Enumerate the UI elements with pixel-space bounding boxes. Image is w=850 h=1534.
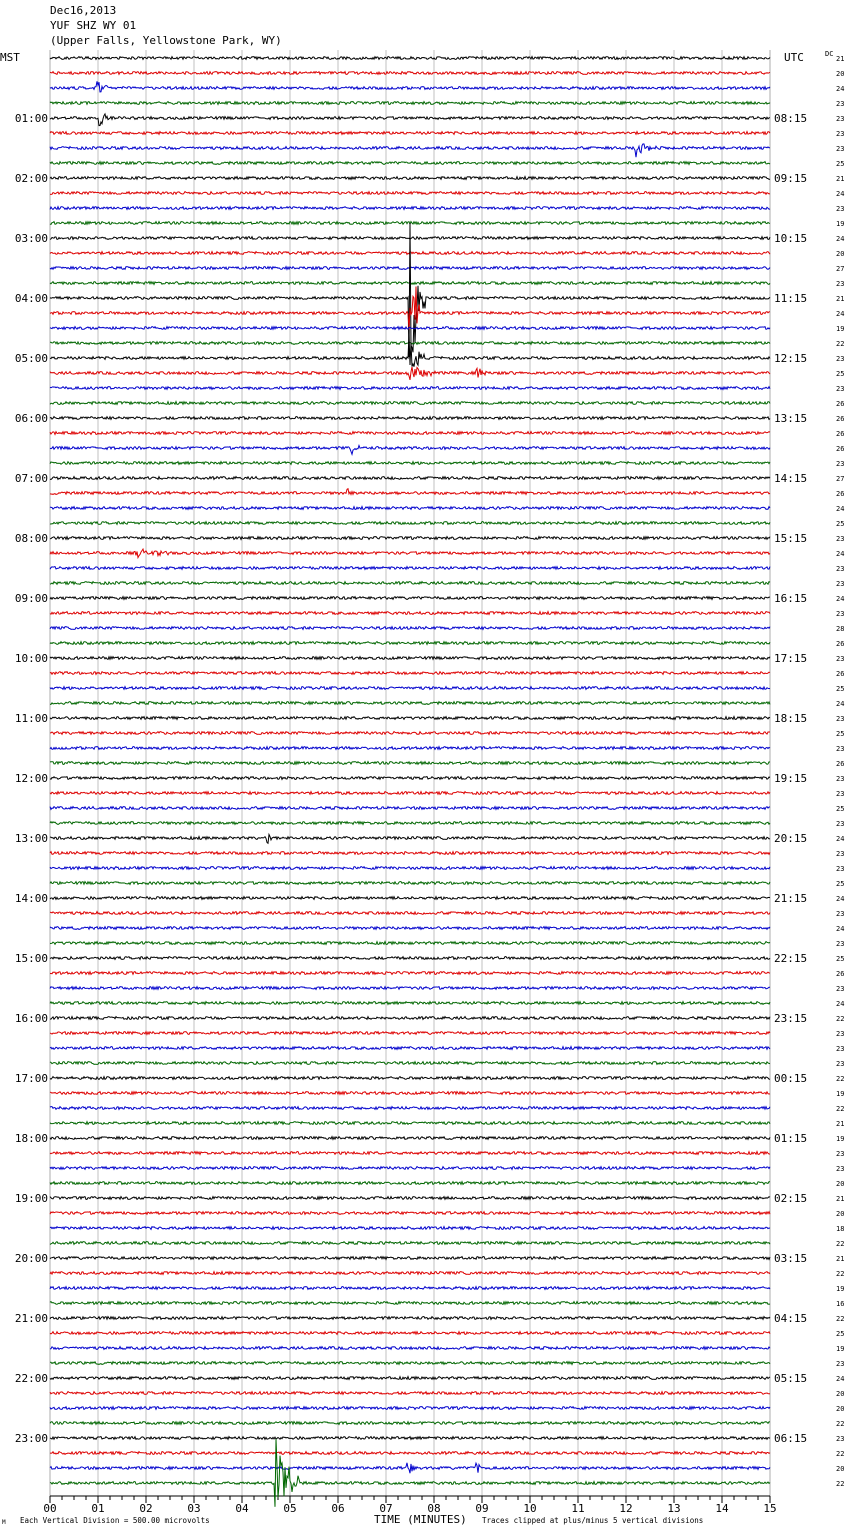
right-hour-label: 08:15 <box>774 112 808 125</box>
trace-line <box>50 387 770 390</box>
dc-offset-label: 24 <box>836 835 845 843</box>
dc-offset-label: 22 <box>836 1270 845 1278</box>
dc-offset-label: 26 <box>836 760 845 768</box>
dc-offset-label: 21 <box>836 1195 845 1203</box>
x-tick-label: 06 <box>331 1502 345 1515</box>
trace-line <box>50 1407 770 1410</box>
trace-line <box>50 627 770 630</box>
trace-line <box>50 987 770 990</box>
left-hour-label: 12:00 <box>14 772 48 785</box>
dc-offset-label: 24 <box>836 895 845 903</box>
trace-line <box>50 462 770 465</box>
dc-offset-label: 22 <box>836 1315 845 1323</box>
trace-line <box>50 522 770 525</box>
right-hour-label: 03:15 <box>774 1252 808 1265</box>
right-hour-label: 19:15 <box>774 772 808 785</box>
trace-line <box>50 717 770 720</box>
dc-offset-label: 25 <box>836 730 845 738</box>
x-tick-label: 02 <box>139 1502 153 1515</box>
x-tick-label: 10 <box>523 1502 537 1515</box>
x-tick-label: 01 <box>91 1502 105 1515</box>
dc-offset-label: 19 <box>836 220 845 228</box>
trace-line <box>50 942 770 945</box>
dc-offset-label: 26 <box>836 970 845 978</box>
dc-offset-label: 18 <box>836 1225 845 1233</box>
dc-offset-label: 23 <box>836 1435 845 1443</box>
right-hour-label: 09:15 <box>774 172 808 185</box>
dc-offset-label: 19 <box>836 1285 845 1293</box>
left-hour-label: 13:00 <box>14 832 48 845</box>
trace-line <box>50 957 770 960</box>
trace-line <box>50 1287 770 1290</box>
trace-line <box>50 1212 770 1215</box>
dc-offset-label: 22 <box>836 1420 845 1428</box>
left-hour-label: 07:00 <box>14 472 48 485</box>
trace-line <box>50 927 770 930</box>
right-hour-label: 15:15 <box>774 532 808 545</box>
trace-line <box>50 57 770 60</box>
trace-line <box>50 446 770 455</box>
trace-line <box>50 687 770 690</box>
dc-offset-label: 25 <box>836 1330 845 1338</box>
dc-offset-label: 16 <box>836 1300 845 1308</box>
trace-line <box>50 144 770 157</box>
trace-line <box>50 792 770 795</box>
right-hour-label: 14:15 <box>774 472 808 485</box>
x-tick-label: 12 <box>619 1502 633 1515</box>
dc-offset-label: 24 <box>836 1000 845 1008</box>
right-hour-label: 18:15 <box>774 712 808 725</box>
trace-line <box>50 1437 770 1440</box>
dc-offset-label: 20 <box>836 1390 845 1398</box>
trace-line <box>50 1197 770 1200</box>
left-hour-label: 23:00 <box>14 1432 48 1445</box>
right-hour-label: 12:15 <box>774 352 808 365</box>
dc-offset-label: 25 <box>836 520 845 528</box>
dc-offset-label: 23 <box>836 100 845 108</box>
trace-line <box>50 287 770 330</box>
left-hour-label: 05:00 <box>14 352 48 365</box>
trace-line <box>50 207 770 210</box>
clip-note: Traces clipped at plus/minus 5 vertical divisions <box>482 1516 704 1525</box>
trace-line <box>50 81 770 92</box>
dc-offset-label: 23 <box>836 1360 845 1368</box>
dc-offset-label: 22 <box>836 1480 845 1488</box>
trace-line <box>50 1182 770 1185</box>
right-hour-label: 16:15 <box>774 592 808 605</box>
right-timezone-label: UTC <box>784 51 804 64</box>
trace-line <box>50 177 770 180</box>
dc-offset-label: 26 <box>836 415 845 423</box>
dc-offset-label: 23 <box>836 460 845 468</box>
left-hour-label: 10:00 <box>14 652 48 665</box>
trace-line <box>50 1272 770 1275</box>
dc-offset-label: 24 <box>836 550 845 558</box>
left-hour-label: 11:00 <box>14 712 48 725</box>
dc-offset-label: 26 <box>836 670 845 678</box>
trace-line <box>50 1317 770 1320</box>
dc-offset-label: 20 <box>836 1465 845 1473</box>
dc-offset-label: 23 <box>836 910 845 918</box>
dc-offset-label: 21 <box>836 55 845 63</box>
right-hour-label: 22:15 <box>774 952 808 965</box>
dc-offset-label: 24 <box>836 190 845 198</box>
x-tick-label: 04 <box>235 1502 249 1515</box>
right-hour-label: 13:15 <box>774 412 808 425</box>
dc-offset-label: 26 <box>836 640 845 648</box>
trace-line <box>50 867 770 870</box>
trace-line <box>50 582 770 585</box>
dc-offset-label: 20 <box>836 1180 845 1188</box>
dc-offset-label: 26 <box>836 430 845 438</box>
trace-line <box>50 114 770 126</box>
dc-offset-label: 24 <box>836 235 845 243</box>
x-tick-label: 14 <box>715 1502 729 1515</box>
x-tick-label: 07 <box>379 1502 393 1515</box>
trace-line <box>50 102 770 105</box>
dc-offset-label: 27 <box>836 475 845 483</box>
right-hour-label: 06:15 <box>774 1432 808 1445</box>
trace-line <box>50 549 770 558</box>
trace-line <box>50 1017 770 1020</box>
dc-offset-label: 23 <box>836 535 845 543</box>
trace-line <box>50 327 770 330</box>
left-hour-label: 02:00 <box>14 172 48 185</box>
left-hour-label: 06:00 <box>14 412 48 425</box>
trace-line <box>50 132 770 135</box>
trace-line <box>50 489 770 495</box>
dc-offset-label: 23 <box>836 865 845 873</box>
dc-offset-label: 26 <box>836 400 845 408</box>
dc-offset-label: 23 <box>836 1030 845 1038</box>
trace-line <box>50 1463 770 1473</box>
right-hour-label: 20:15 <box>774 832 808 845</box>
dc-offset-label: 23 <box>836 775 845 783</box>
dc-offset-label: 24 <box>836 595 845 603</box>
trace-line <box>50 822 770 825</box>
trace-line <box>50 702 770 705</box>
trace-line <box>50 1107 770 1110</box>
axis-labels <box>15 55 845 1515</box>
dc-offset-label: 26 <box>836 490 845 498</box>
trace-line <box>50 1002 770 1005</box>
trace-line <box>50 367 770 380</box>
trace-line <box>50 507 770 510</box>
left-hour-label: 17:00 <box>14 1072 48 1085</box>
left-hour-label: 08:00 <box>14 532 48 545</box>
right-hour-label: 00:15 <box>774 1072 808 1085</box>
left-hour-label: 16:00 <box>14 1012 48 1025</box>
trace-line <box>50 597 770 600</box>
trace-line <box>50 1392 770 1395</box>
header-date: Dec16,2013 <box>50 4 117 17</box>
trace-line <box>50 1452 770 1455</box>
x-tick-label: 05 <box>283 1502 297 1515</box>
right-hour-label: 23:15 <box>774 1012 808 1025</box>
trace-line <box>50 1332 770 1335</box>
dc-offset-label: 22 <box>836 1450 845 1458</box>
trace-line <box>50 1167 770 1170</box>
trace-line <box>50 777 770 780</box>
trace-line <box>50 852 770 855</box>
trace-line <box>50 657 770 660</box>
x-axis-title: TIME (MINUTES) <box>374 1513 467 1526</box>
dc-offset-label: 23 <box>836 280 845 288</box>
trace-line <box>50 1347 770 1350</box>
left-hour-label: 15:00 <box>14 952 48 965</box>
dc-offset-label: 25 <box>836 955 845 963</box>
left-hour-label: 14:00 <box>14 892 48 905</box>
trace-line <box>50 897 770 900</box>
trace-line <box>50 1152 770 1155</box>
dc-offset-label: 25 <box>836 880 845 888</box>
left-hour-label: 09:00 <box>14 592 48 605</box>
trace-line <box>50 1092 770 1095</box>
trace-line <box>50 162 770 165</box>
left-hour-label: 03:00 <box>14 232 48 245</box>
dc-offset-label: 19 <box>836 1345 845 1353</box>
header-location: (Upper Falls, Yellowstone Park, WY) <box>50 34 282 47</box>
dc-offset-label: 23 <box>836 355 845 363</box>
dc-offset-label: 21 <box>836 175 845 183</box>
dc-offset-label: 23 <box>836 820 845 828</box>
x-tick-label: 00 <box>43 1502 57 1515</box>
dc-offset-label: 24 <box>836 85 845 93</box>
dc-offset-label: 21 <box>836 295 845 303</box>
dc-offset-label: 23 <box>836 1150 845 1158</box>
dc-offset-label: 24 <box>836 700 845 708</box>
dc-offset-label: 21 <box>836 1255 845 1263</box>
dc-offset-label: 27 <box>836 265 845 273</box>
corner-mark: M <box>2 1519 6 1526</box>
dc-offset-label: 23 <box>836 850 845 858</box>
x-tick-label: 03 <box>187 1502 201 1515</box>
dc-offset-label: 23 <box>836 985 845 993</box>
dc-offset-label: 25 <box>836 160 845 168</box>
header-station: YUF SHZ WY 01 <box>50 19 137 32</box>
trace-line <box>50 1242 770 1245</box>
right-hour-label: 01:15 <box>774 1132 808 1145</box>
dc-offset-label: 23 <box>836 145 845 153</box>
left-hour-label: 18:00 <box>14 1132 48 1145</box>
dc-offset-label: 22 <box>836 340 845 348</box>
trace-line <box>50 417 770 420</box>
dc-offset-label: 22 <box>836 1015 845 1023</box>
dc-offset-label: 25 <box>836 685 845 693</box>
scale-note: Each Vertical Division = 500.00 microvolts <box>20 1516 210 1525</box>
dc-offset-label: 22 <box>836 1105 845 1113</box>
x-tick-label: 09 <box>475 1502 489 1515</box>
dc-offset-label: 23 <box>836 385 845 393</box>
x-tick-label: 11 <box>571 1502 585 1515</box>
trace-line <box>50 1047 770 1050</box>
trace-line <box>50 192 770 195</box>
dc-offset-label: 26 <box>836 445 845 453</box>
trace-line <box>50 835 770 844</box>
trace-line <box>50 477 770 480</box>
trace-line <box>50 402 770 405</box>
dc-offset-label: 23 <box>836 1060 845 1068</box>
trace-line <box>50 342 770 345</box>
dc-offset-label: 23 <box>836 715 845 723</box>
trace-line <box>50 612 770 615</box>
dc-offset-label: 20 <box>836 70 845 78</box>
trace-line <box>50 1257 770 1260</box>
dc-offset-label: 25 <box>836 370 845 378</box>
left-hour-label: 01:00 <box>14 112 48 125</box>
dc-label: DC <box>825 50 834 58</box>
trace-line <box>50 747 770 750</box>
trace-line <box>50 882 770 885</box>
dc-offset-label: 23 <box>836 580 845 588</box>
right-hour-label: 02:15 <box>774 1192 808 1205</box>
left-timezone-label: MST <box>0 51 20 64</box>
right-hour-label: 04:15 <box>774 1312 808 1325</box>
trace-line <box>50 1377 770 1380</box>
left-hour-label: 04:00 <box>14 292 48 305</box>
dc-offset-label: 23 <box>836 115 845 123</box>
trace-line <box>50 732 770 735</box>
trace-line <box>50 912 770 915</box>
dc-offset-label: 19 <box>836 1090 845 1098</box>
dc-offset-label: 21 <box>836 1120 845 1128</box>
trace-lines <box>50 57 770 1507</box>
dc-offset-label: 24 <box>836 505 845 513</box>
trace-line <box>50 223 770 357</box>
dc-offset-label: 23 <box>836 940 845 948</box>
dc-offset-label: 23 <box>836 610 845 618</box>
trace-line <box>50 1077 770 1080</box>
dc-offset-label: 19 <box>836 325 845 333</box>
trace-line <box>50 72 770 75</box>
dc-offset-label: 19 <box>836 1135 845 1143</box>
trace-line <box>50 972 770 975</box>
right-hour-label: 11:15 <box>774 292 808 305</box>
dc-offset-label: 23 <box>836 205 845 213</box>
trace-line <box>50 537 770 540</box>
dc-offset-label: 23 <box>836 1045 845 1053</box>
dc-offset-label: 23 <box>836 1165 845 1173</box>
trace-line <box>50 432 770 435</box>
right-hour-label: 10:15 <box>774 232 808 245</box>
dc-offset-label: 20 <box>836 1210 845 1218</box>
dc-offset-label: 20 <box>836 250 845 258</box>
dc-offset-label: 23 <box>836 655 845 663</box>
left-hour-label: 20:00 <box>14 1252 48 1265</box>
left-hour-label: 21:00 <box>14 1312 48 1325</box>
dc-offset-label: 23 <box>836 130 845 138</box>
trace-line <box>50 807 770 810</box>
dc-offset-label: 25 <box>836 805 845 813</box>
dc-offset-label: 22 <box>836 1075 845 1083</box>
dc-offset-label: 22 <box>836 1240 845 1248</box>
dc-offset-label: 24 <box>836 310 845 318</box>
trace-line <box>50 762 770 765</box>
trace-line <box>50 1137 770 1140</box>
left-hour-label: 22:00 <box>14 1372 48 1385</box>
dc-offset-label: 23 <box>836 565 845 573</box>
dc-offset-label: 23 <box>836 745 845 753</box>
dc-offset-label: 24 <box>836 1375 845 1383</box>
right-hour-label: 17:15 <box>774 652 808 665</box>
trace-line <box>50 1122 770 1125</box>
right-hour-label: 05:15 <box>774 1372 808 1385</box>
trace-line <box>50 1362 770 1365</box>
trace-line <box>50 567 770 570</box>
dc-offset-label: 24 <box>836 925 845 933</box>
x-tick-label: 13 <box>667 1502 681 1515</box>
right-hour-label: 21:15 <box>774 892 808 905</box>
left-hour-label: 19:00 <box>14 1192 48 1205</box>
dc-offset-label: 23 <box>836 790 845 798</box>
trace-line <box>50 672 770 675</box>
trace-line <box>50 1227 770 1230</box>
trace-line <box>50 1302 770 1305</box>
trace-line <box>50 335 770 367</box>
trace-line <box>50 1422 770 1425</box>
trace-line <box>50 1032 770 1035</box>
x-tick-label: 08 <box>427 1502 441 1515</box>
dc-offset-label: 20 <box>836 1405 845 1413</box>
x-tick-label: 15 <box>763 1502 777 1515</box>
trace-line <box>50 642 770 645</box>
dc-offset-label: 28 <box>836 625 845 633</box>
trace-line <box>50 1062 770 1065</box>
